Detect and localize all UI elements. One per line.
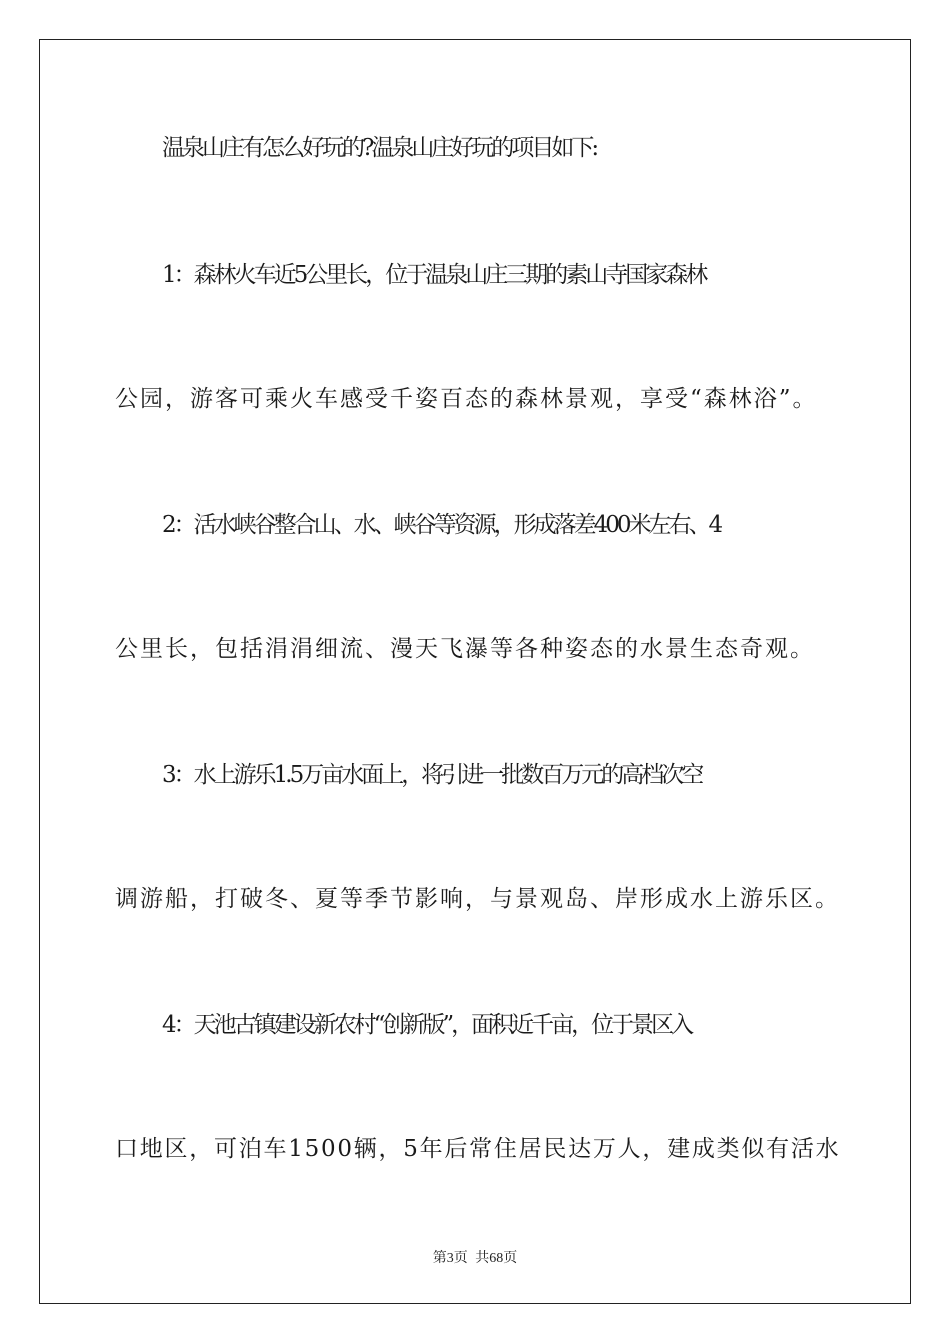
page-footer — [0, 1247, 950, 1267]
paragraph-4-line-2: 口地区，可泊车1500辆，5年后常住居民达万人，建成类似有活水 — [115, 1136, 841, 1162]
page-number: 第3页 — [432, 1251, 468, 1266]
paragraph-1-line-2: 公园，游客可乘火车感受千姿百态的森林景观，享受“森林浴”。 — [115, 386, 818, 412]
paragraph-1-line-1: 1：森林火车近5公里长，位于温泉山庄三期的素山寺国家森林 — [162, 262, 706, 288]
paragraph-3-line-2: 调游船，打破冬、夏等季节影响，与景观岛、岸形成水上游乐区。 — [115, 886, 840, 912]
page-frame — [39, 39, 911, 1304]
paragraph-intro-line: 温泉山庄有怎么好玩的?温泉山庄好玩的项目如下: — [162, 135, 597, 161]
paragraph-4-line-1: 4：天池古镇建设新农村“创新版”，面积近千亩，位于景区入 — [162, 1012, 692, 1038]
paragraph-2-line-1: 2：活水峡谷整合山、水、峡谷等资源，形成落差400米左右、4 — [162, 512, 721, 538]
page-total: 共68页 — [475, 1251, 518, 1266]
paragraph-2-line-2: 公里长，包括涓涓细流、漫天飞瀑等各种姿态的水景生态奇观。 — [115, 636, 815, 662]
paragraph-3-line-1: 3：水上游乐1.5万亩水面上，将引进一批数百万元的高档次空 — [162, 762, 702, 788]
